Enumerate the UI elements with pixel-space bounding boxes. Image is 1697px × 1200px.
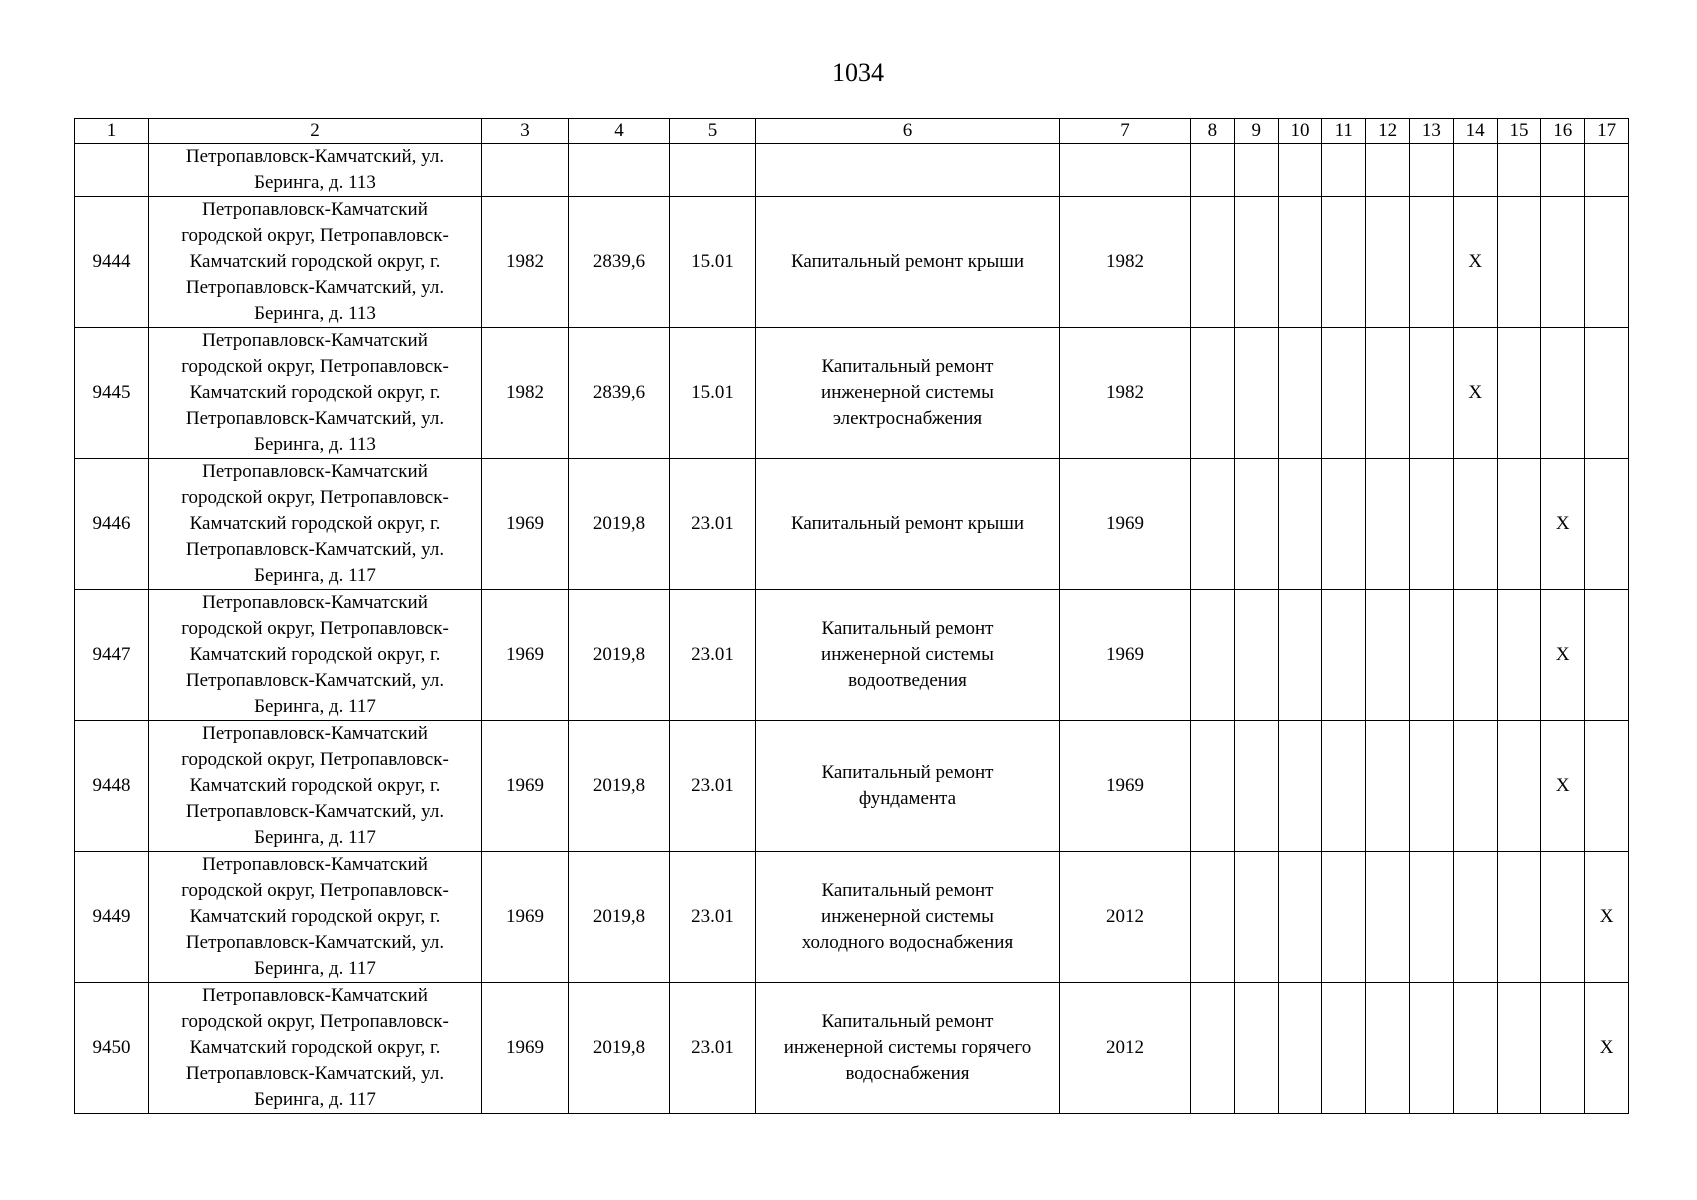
cell-mark xyxy=(1191,590,1235,721)
column-header: 7 xyxy=(1060,119,1191,144)
column-header: 11 xyxy=(1322,119,1366,144)
cell-mark xyxy=(1409,590,1453,721)
cell-mark xyxy=(1497,197,1541,328)
cell-year-last: 2012 xyxy=(1060,983,1191,1114)
cell-mark xyxy=(1497,459,1541,590)
cell-mark xyxy=(1234,328,1278,459)
cell-year-last: 1982 xyxy=(1060,328,1191,459)
cell-mark: X xyxy=(1585,983,1629,1114)
cell-mark xyxy=(1585,459,1629,590)
cell-mark xyxy=(1322,197,1366,328)
cell-year-built: 1969 xyxy=(482,721,569,852)
cell-mark: X xyxy=(1585,852,1629,983)
cell-area: 2019,8 xyxy=(569,721,670,852)
cell-mark xyxy=(1278,197,1322,328)
cell-address: Петропавловск-Камчатский городской округ, Петропавловск- Камчатский городской округ, г. Петропавловск-Камчатский, ул. Беринга, д. 117 xyxy=(149,983,482,1114)
cell-year-built: 1969 xyxy=(482,590,569,721)
continued-row xyxy=(75,144,1629,197)
cell-mark xyxy=(1366,721,1410,852)
cell-mark xyxy=(1322,328,1366,459)
cell-area: 2019,8 xyxy=(569,590,670,721)
cell-area: 2839,6 xyxy=(569,197,670,328)
cell-mark xyxy=(1541,852,1585,983)
cell-id: 9448 xyxy=(75,721,149,852)
cell-year-last: 1969 xyxy=(1060,721,1191,852)
cell-mark xyxy=(1409,721,1453,852)
cell-mark xyxy=(1366,983,1410,1114)
cell-mark xyxy=(1366,459,1410,590)
cell-mark xyxy=(1234,459,1278,590)
cell-mark xyxy=(1191,983,1235,1114)
cell-year-last: 2012 xyxy=(1060,852,1191,983)
cell-mark xyxy=(1191,721,1235,852)
cell-address: Петропавловск-Камчатский городской округ, Петропавловск- Камчатский городской округ, г. Петропавловск-Камчатский, ул. Беринга, д. 113 xyxy=(149,328,482,459)
cell-mark xyxy=(1497,721,1541,852)
cell-mark: X xyxy=(1453,328,1497,459)
cell-mark xyxy=(1278,590,1322,721)
cell-mark xyxy=(1453,459,1497,590)
cell-mark xyxy=(1322,852,1366,983)
cell-mark xyxy=(1497,983,1541,1114)
cell-empty xyxy=(482,144,569,197)
cell-mark xyxy=(1409,328,1453,459)
column-header: 8 xyxy=(1191,119,1235,144)
cell-mark xyxy=(1234,852,1278,983)
cell-code: 23.01 xyxy=(670,721,756,852)
cell-year-last: 1969 xyxy=(1060,459,1191,590)
table-row xyxy=(75,721,1629,852)
cell-empty xyxy=(1585,144,1629,197)
cell-year-built: 1982 xyxy=(482,197,569,328)
cell-empty xyxy=(1541,144,1585,197)
cell-mark xyxy=(1409,459,1453,590)
cell-mark xyxy=(1585,590,1629,721)
cell-mark xyxy=(1453,721,1497,852)
cell-empty xyxy=(1409,144,1453,197)
cell-work-type: Капитальный ремонт инженерной системы электроснабжения xyxy=(756,328,1060,459)
cell-mark xyxy=(1366,852,1410,983)
cell-work-type: Капитальный ремонт инженерной системы холодного водоснабжения xyxy=(756,852,1060,983)
column-header: 6 xyxy=(756,119,1060,144)
cell-mark: X xyxy=(1541,459,1585,590)
cell-mark xyxy=(1234,197,1278,328)
cell-mark xyxy=(1409,197,1453,328)
column-header: 14 xyxy=(1453,119,1497,144)
cell-mark xyxy=(1322,459,1366,590)
cell-id: 9450 xyxy=(75,983,149,1114)
cell-empty xyxy=(1278,144,1322,197)
column-header: 12 xyxy=(1366,119,1410,144)
cell-address: Петропавловск-Камчатский городской округ, Петропавловск- Камчатский городской округ, г. Петропавловск-Камчатский, ул. Беринга, д. 113 xyxy=(149,197,482,328)
cell-mark xyxy=(1585,197,1629,328)
cell-empty xyxy=(1060,144,1191,197)
column-number-row xyxy=(75,119,1629,144)
cell-address: Петропавловск-Камчатский городской округ, Петропавловск- Камчатский городской округ, г. Петропавловск-Камчатский, ул. Беринга, д. 117 xyxy=(149,590,482,721)
cell-id: 9445 xyxy=(75,328,149,459)
cell-mark xyxy=(1234,721,1278,852)
cell-mark xyxy=(1234,983,1278,1114)
cell-empty xyxy=(1234,144,1278,197)
page-number: 1034 xyxy=(832,58,884,87)
cell-mark xyxy=(1191,459,1235,590)
cell-mark xyxy=(1541,983,1585,1114)
cell-mark xyxy=(1278,459,1322,590)
cell-id: 9449 xyxy=(75,852,149,983)
cell-address: Петропавловск-Камчатский городской округ, Петропавловск- Камчатский городской округ, г. Петропавловск-Камчатский, ул. Беринга, д. 117 xyxy=(149,852,482,983)
cell-mark xyxy=(1278,328,1322,459)
cell-mark xyxy=(1322,721,1366,852)
cell-mark xyxy=(1191,852,1235,983)
cell-mark xyxy=(1497,590,1541,721)
table-row xyxy=(75,852,1629,983)
cell-mark xyxy=(1453,590,1497,721)
cell-year-last: 1982 xyxy=(1060,197,1191,328)
cell-mark xyxy=(1366,590,1410,721)
cell-year-built: 1969 xyxy=(482,852,569,983)
cell-mark xyxy=(1234,590,1278,721)
cell-address: Петропавловск-Камчатский, ул. Беринга, д. 113 xyxy=(149,144,482,197)
column-header: 5 xyxy=(670,119,756,144)
cell-mark xyxy=(1497,328,1541,459)
cell-mark xyxy=(1366,197,1410,328)
cell-work-type: Капитальный ремонт крыши xyxy=(756,197,1060,328)
cell-mark: X xyxy=(1541,721,1585,852)
cell-area: 2019,8 xyxy=(569,852,670,983)
cell-work-type: Капитальный ремонт инженерной системы водоотведения xyxy=(756,590,1060,721)
cell-empty xyxy=(1191,144,1235,197)
table-body xyxy=(75,119,1629,1114)
cell-id: 9444 xyxy=(75,197,149,328)
cell-empty xyxy=(1497,144,1541,197)
cell-code: 23.01 xyxy=(670,590,756,721)
column-header: 4 xyxy=(569,119,670,144)
cell-mark xyxy=(1409,983,1453,1114)
column-header: 13 xyxy=(1409,119,1453,144)
cell-mark xyxy=(1541,328,1585,459)
cell-year-built: 1969 xyxy=(482,983,569,1114)
table-row xyxy=(75,197,1629,328)
cell-id: 9447 xyxy=(75,590,149,721)
column-header: 15 xyxy=(1497,119,1541,144)
cell-address: Петропавловск-Камчатский городской округ, Петропавловск- Камчатский городской округ, г. Петропавловск-Камчатский, ул. Беринга, д. 117 xyxy=(149,459,482,590)
cell-mark xyxy=(1322,983,1366,1114)
cell-code: 15.01 xyxy=(670,197,756,328)
cell-mark xyxy=(1497,852,1541,983)
column-header: 17 xyxy=(1585,119,1629,144)
cell-mark xyxy=(1278,852,1322,983)
cell-code: 23.01 xyxy=(670,459,756,590)
cell-id xyxy=(75,144,149,197)
cell-address: Петропавловск-Камчатский городской округ, Петропавловск- Камчатский городской округ, г. Петропавловск-Камчатский, ул. Беринга, д. 117 xyxy=(149,721,482,852)
cell-year-last: 1969 xyxy=(1060,590,1191,721)
cell-empty xyxy=(670,144,756,197)
cell-mark xyxy=(1409,852,1453,983)
cell-area: 2839,6 xyxy=(569,328,670,459)
column-header: 16 xyxy=(1541,119,1585,144)
table-row xyxy=(75,590,1629,721)
cell-mark xyxy=(1191,328,1235,459)
cell-mark xyxy=(1541,197,1585,328)
cell-area: 2019,8 xyxy=(569,459,670,590)
cell-mark xyxy=(1585,328,1629,459)
cell-mark xyxy=(1366,328,1410,459)
table-row xyxy=(75,459,1629,590)
cell-year-built: 1982 xyxy=(482,328,569,459)
table-row xyxy=(75,328,1629,459)
capital-repair-table xyxy=(74,118,1629,1114)
cell-mark xyxy=(1453,852,1497,983)
cell-work-type: Капитальный ремонт фундамента xyxy=(756,721,1060,852)
cell-mark xyxy=(1278,983,1322,1114)
cell-mark xyxy=(1585,721,1629,852)
cell-mark xyxy=(1191,197,1235,328)
column-header: 10 xyxy=(1278,119,1322,144)
cell-empty xyxy=(756,144,1060,197)
cell-empty xyxy=(1366,144,1410,197)
cell-mark: X xyxy=(1541,590,1585,721)
table-row xyxy=(75,983,1629,1114)
cell-mark: X xyxy=(1453,197,1497,328)
column-header: 1 xyxy=(75,119,149,144)
cell-empty xyxy=(1453,144,1497,197)
column-header: 2 xyxy=(149,119,482,144)
cell-id: 9446 xyxy=(75,459,149,590)
cell-work-type: Капитальный ремонт инженерной системы горячего водоснабжения xyxy=(756,983,1060,1114)
cell-empty xyxy=(1322,144,1366,197)
column-header: 3 xyxy=(482,119,569,144)
cell-work-type: Капитальный ремонт крыши xyxy=(756,459,1060,590)
cell-code: 15.01 xyxy=(670,328,756,459)
cell-mark xyxy=(1453,983,1497,1114)
cell-code: 23.01 xyxy=(670,852,756,983)
cell-code: 23.01 xyxy=(670,983,756,1114)
cell-mark xyxy=(1278,721,1322,852)
cell-empty xyxy=(569,144,670,197)
cell-mark xyxy=(1322,590,1366,721)
cell-year-built: 1969 xyxy=(482,459,569,590)
column-header: 9 xyxy=(1234,119,1278,144)
cell-area: 2019,8 xyxy=(569,983,670,1114)
